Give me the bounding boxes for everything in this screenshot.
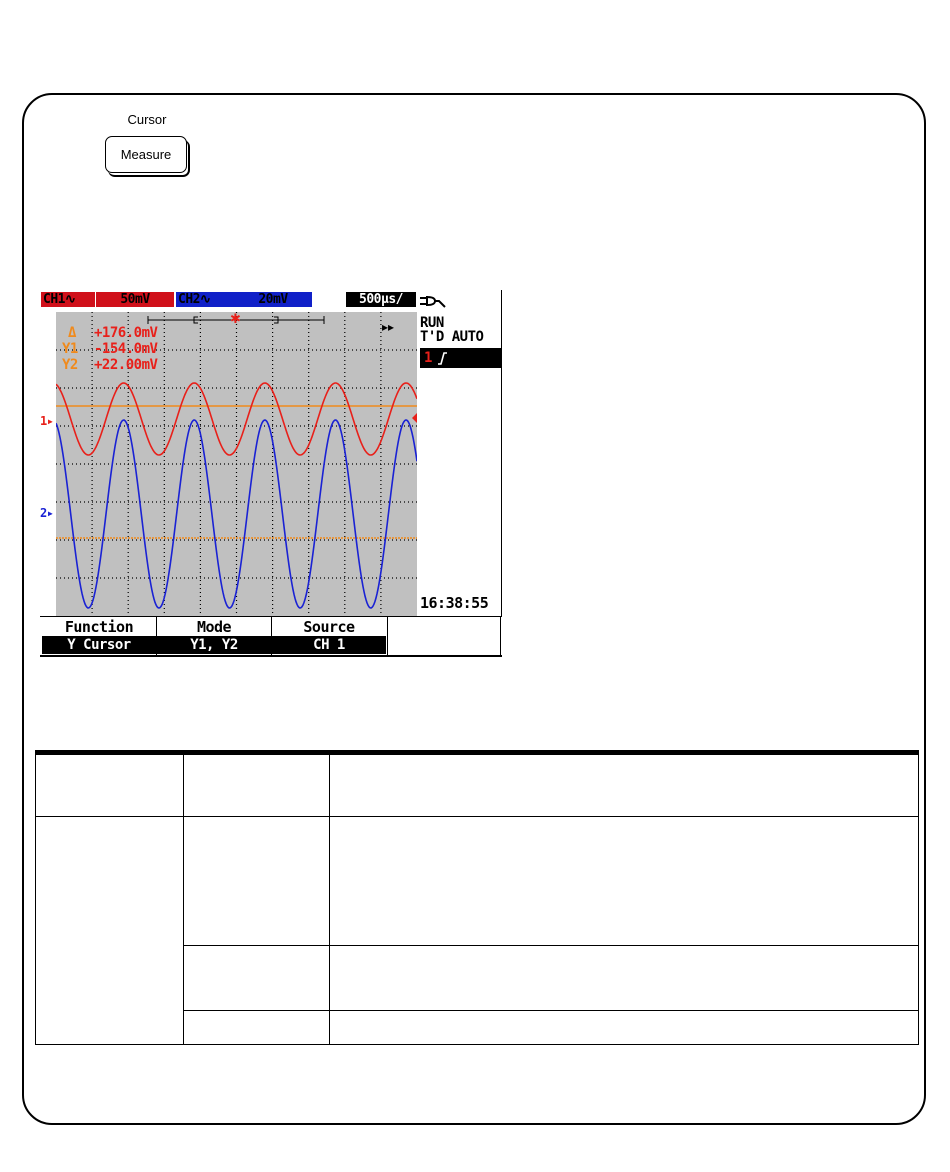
y1-value: -154.0mV bbox=[94, 341, 158, 357]
table-header-row bbox=[36, 753, 919, 817]
table-cell bbox=[184, 817, 330, 946]
ch1-scale[interactable]: 50mV bbox=[96, 292, 174, 307]
ch2-coupling-icon: ∿ bbox=[199, 292, 211, 307]
rising-edge-icon bbox=[436, 351, 448, 365]
ch2-label: CH2 bbox=[178, 292, 200, 307]
reference-table bbox=[35, 750, 919, 1045]
table-cell bbox=[184, 946, 330, 1011]
timebase-badge[interactable]: 500µs/ bbox=[346, 292, 416, 307]
softkey-source-value: CH 1 bbox=[272, 636, 386, 654]
cursor-shift-label: Cursor bbox=[127, 112, 167, 127]
softkey-mode-label: Mode bbox=[196, 618, 232, 636]
softkey-source-label: Source bbox=[303, 618, 355, 636]
ch2-badge[interactable] bbox=[176, 292, 234, 307]
clock: 16:38:55 bbox=[420, 594, 489, 612]
trigger-source-badge[interactable] bbox=[420, 348, 502, 368]
softkey-source[interactable] bbox=[272, 618, 386, 654]
y2-label: Y2 bbox=[62, 357, 78, 373]
table-cell bbox=[330, 946, 919, 1011]
scope-screen bbox=[40, 290, 502, 658]
table-cell bbox=[36, 753, 184, 817]
y1-label: Y1 bbox=[62, 341, 78, 357]
measure-key-group bbox=[105, 112, 191, 162]
ch1-label: CH1 bbox=[43, 292, 65, 307]
softkey-mode-value: Y1, Y2 bbox=[157, 636, 271, 654]
trigger-source: 1 bbox=[424, 350, 433, 366]
delta-label: Δ bbox=[68, 325, 76, 341]
table-cell bbox=[330, 753, 919, 817]
softkey-divider bbox=[500, 616, 501, 656]
measure-button[interactable]: Measure bbox=[105, 136, 187, 173]
ch1-marker-label: 1 bbox=[40, 414, 47, 428]
scope-right-border bbox=[501, 290, 502, 616]
softkey-function-label: Function bbox=[64, 618, 134, 636]
softkey-empty[interactable] bbox=[388, 618, 500, 654]
table-cell bbox=[330, 817, 919, 946]
ch1-badge[interactable] bbox=[41, 292, 95, 307]
table-cell bbox=[184, 1011, 330, 1045]
power-plug-icon bbox=[418, 293, 448, 309]
table-row bbox=[36, 817, 919, 946]
ch2-marker: 2▸ bbox=[40, 506, 54, 520]
softkey-function[interactable] bbox=[42, 618, 156, 654]
run-state: RUN bbox=[420, 315, 444, 331]
delta-value: +176.0mV bbox=[94, 325, 158, 341]
trigger-position-icon: ✱ bbox=[230, 312, 241, 327]
table-cell bbox=[36, 817, 184, 1045]
ch2-marker-label: 2 bbox=[40, 506, 47, 520]
scroll-right-icon: ▸▸ bbox=[382, 320, 395, 334]
trigger-mode: T'D AUTO bbox=[420, 329, 484, 345]
ch1-marker: 1▸ bbox=[40, 414, 54, 428]
ch1-coupling-icon: ∿ bbox=[64, 292, 76, 307]
table-cell bbox=[330, 1011, 919, 1045]
softkey-function-value: Y Cursor bbox=[42, 636, 156, 654]
y2-value: +22.00mV bbox=[94, 357, 158, 373]
table-cell bbox=[184, 753, 330, 817]
softkey-mode[interactable] bbox=[157, 618, 271, 654]
ch2-scale[interactable]: 20mV bbox=[234, 292, 312, 307]
